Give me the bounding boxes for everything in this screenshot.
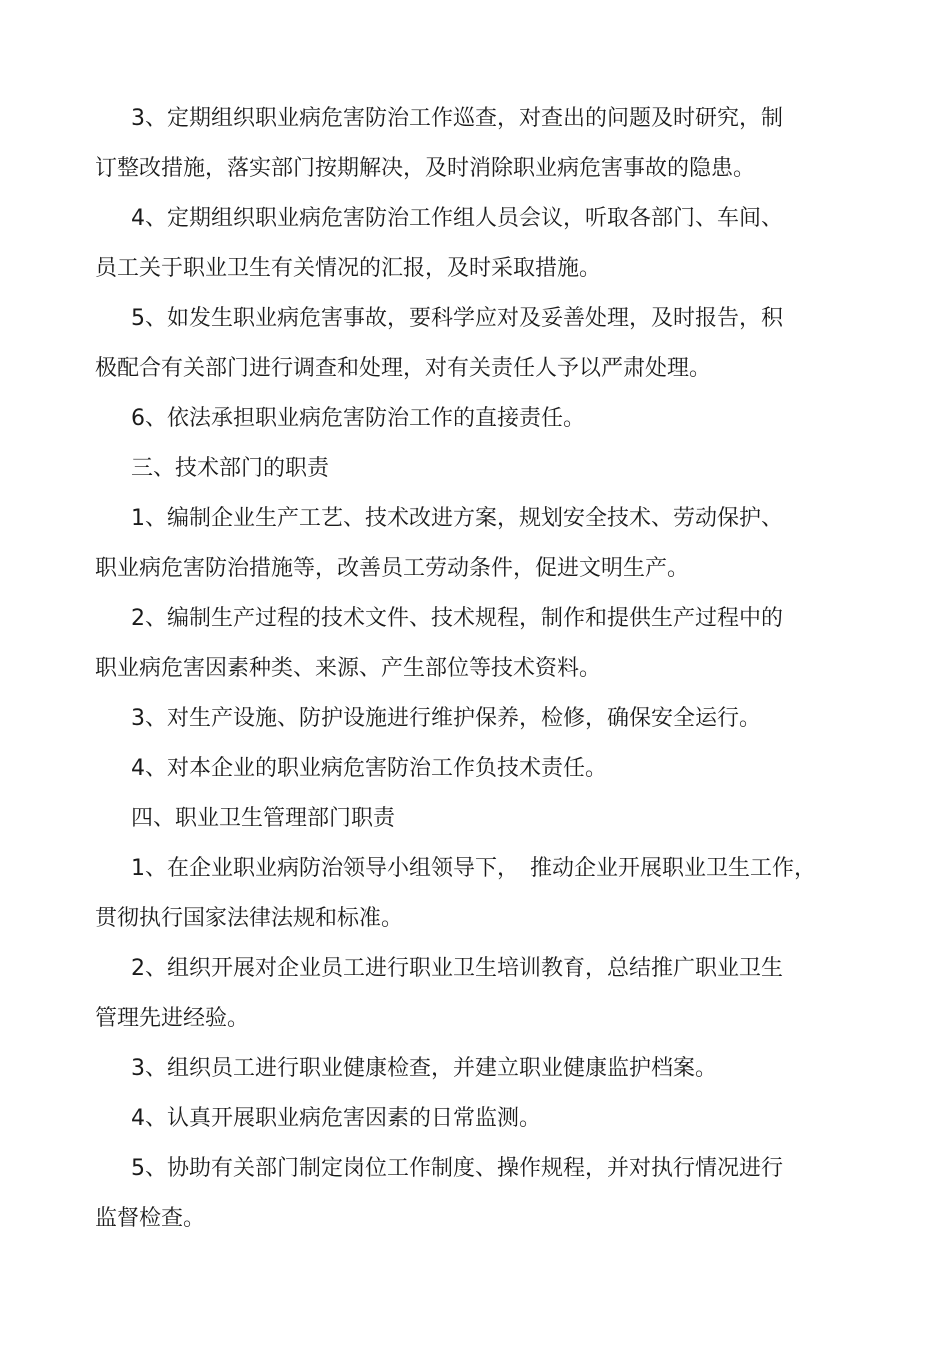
text-line: 员工关于职业卫生有关情况的汇报，及时采取措施。 xyxy=(95,256,602,281)
text-line: 1、在企业职业病防治领导小组领导下， 推动企业开展职业卫生工作， xyxy=(131,856,816,881)
text-line: 管理先进经验。 xyxy=(95,1006,250,1031)
text-line: 订整改措施，落实部门按期解决，及时消除职业病危害事故的隐患。 xyxy=(95,156,756,181)
text-line: 4、认真开展职业病危害因素的日常监测。 xyxy=(131,1106,541,1131)
text-line: 3、定期组织职业病危害防治工作巡查，对查出的问题及时研究，制 xyxy=(131,106,783,131)
text-line: 2、编制生产过程的技术文件、技术规程，制作和提供生产过程中的 xyxy=(131,606,783,631)
text-line: 3、组织员工进行职业健康检查，并建立职业健康监护档案。 xyxy=(131,1056,717,1081)
text-line: 职业病危害防治措施等，改善员工劳动条件，促进文明生产。 xyxy=(95,556,690,581)
section-heading: 四、职业卫生管理部门职责 xyxy=(131,806,396,831)
text-line: 5、协助有关部门制定岗位工作制度、操作规程，并对执行情况进行 xyxy=(131,1156,783,1181)
text-line: 极配合有关部门进行调查和处理，对有关责任人予以严肃处理。 xyxy=(95,356,712,381)
text-line: 职业病危害因素种类、来源、产生部位等技术资料。 xyxy=(95,656,602,681)
text-line: 3、对生产设施、防护设施进行维护保养，检修，确保安全运行。 xyxy=(131,706,761,731)
text-line: 6、依法承担职业病危害防治工作的直接责任。 xyxy=(131,406,585,431)
text-line: 4、定期组织职业病危害防治工作组人员会议，听取各部门、车间、 xyxy=(131,206,783,231)
section-heading: 三、技术部门的职责 xyxy=(131,456,330,481)
text-line: 2、组织开展对企业员工进行职业卫生培训教育，总结推广职业卫生 xyxy=(131,956,783,981)
text-line: 监督检查。 xyxy=(95,1206,206,1231)
text-line: 1、编制企业生产工艺、技术改进方案，规划安全技术、劳动保护、 xyxy=(131,506,783,531)
text-line: 4、对本企业的职业病危害防治工作负技术责任。 xyxy=(131,756,607,781)
text-line: 贯彻执行国家法律法规和标准。 xyxy=(95,906,404,931)
text-line: 5、如发生职业病危害事故，要科学应对及妥善处理，及时报告，积 xyxy=(131,306,783,331)
